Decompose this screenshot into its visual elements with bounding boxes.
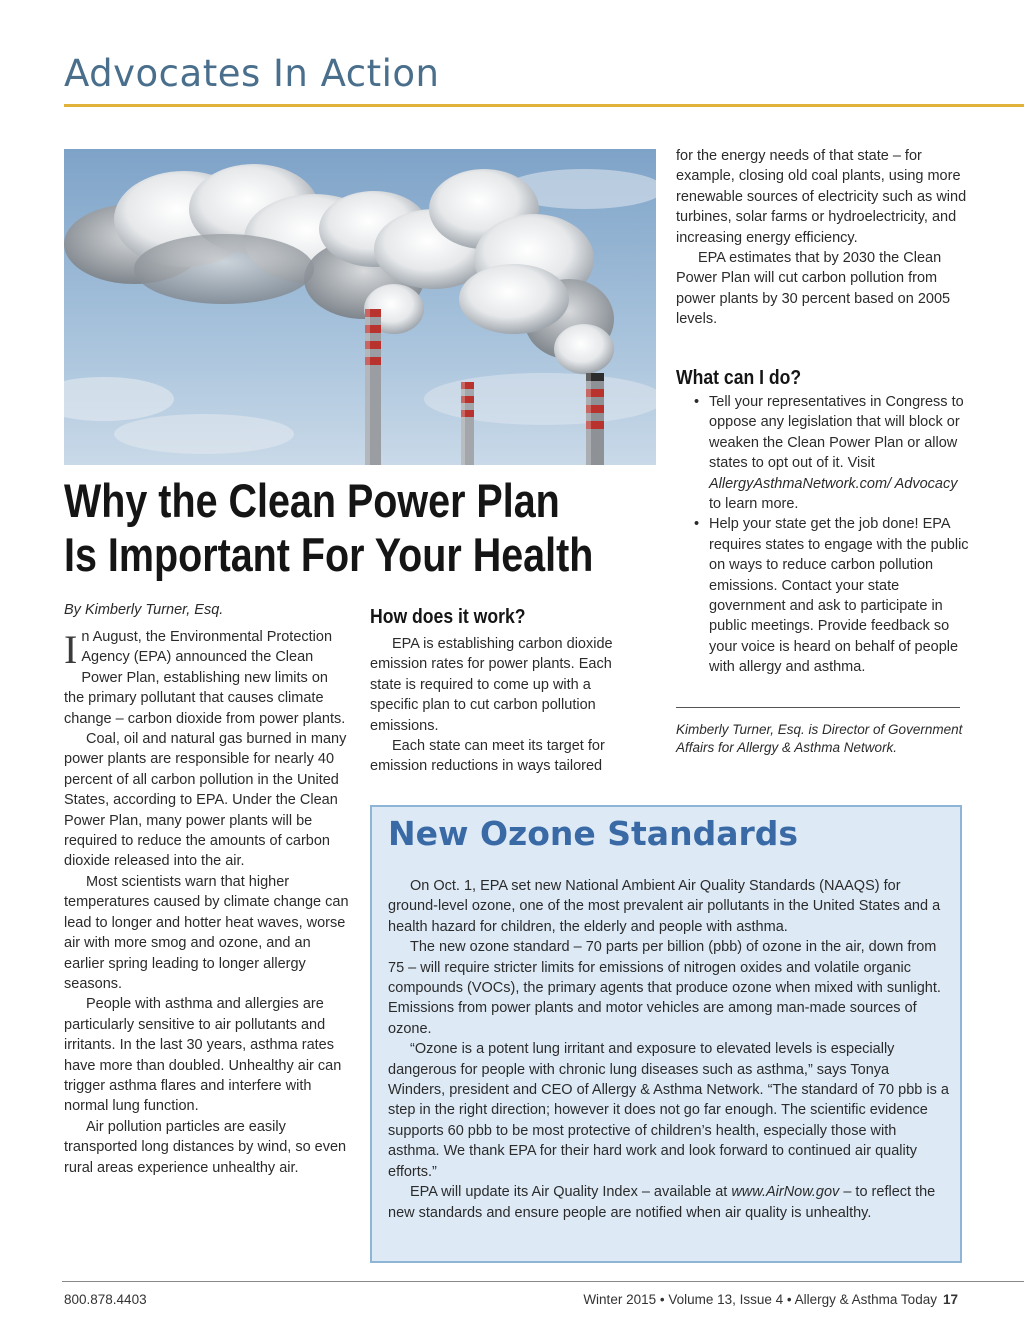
paragraph: EPA will update its Air Quality Index – available at www.AirNow.gov – to reflect the new standards and ensure people are notified when air quality is unhealthy.: [388, 1184, 936, 1221]
drop-cap: I: [64, 627, 78, 672]
bullet-icon: •: [694, 394, 700, 410]
subheading-what-can-i-do: What can I do?: [676, 367, 802, 389]
paragraph: Most scientists warn that higher temperatures caused by climate change can lead to longer and hotter heat waves, worse air with more smog and ozone, and an earlier spring leading to longer allergy seasons.: [64, 873, 349, 992]
paragraph: Air pollution particles are easily transported long distances by wind, so even rural areas experience unhealthy air.: [64, 1118, 347, 1176]
footer-issue-info: Winter 2015 • Volume 13, Issue 4 • Allergy & Asthma Today 17: [583, 1292, 958, 1307]
paragraph: People with asthma and allergies are particularly sensitive to air pollutants and irritants. In the last 30 years, asthma rates have more than doubled. Unhealthy air can trigger asthma flares and interfere with normal lung function.: [64, 996, 342, 1115]
airnow-link[interactable]: www.AirNow.gov: [731, 1184, 840, 1201]
list-item: • Help your state get the job done! EPA requires states to engage with the public on ways to reduce carbon pollution emissions. Contact your state government and ask to participate in public meetings. Provide feedback so your voice is heard on behalf of people with allergy and asthma.: [694, 516, 969, 676]
paragraph: EPA is establishing carbon dioxide emission rates for power plants. Each state is required to come up with a specific plan to cut carbon pollution emissions.: [370, 636, 613, 734]
hero-image: [64, 149, 656, 465]
paragraph: Coal, oil and natural gas burned in many power plants are responsible for nearly 40 percent of all carbon pollution in the United States, according to EPA. Under the Clean Power Plan, many power plants will be required to reduce the amounts of carbon dioxide released into the air.: [64, 731, 347, 870]
footer-phone: 800.878.4403: [64, 1292, 147, 1307]
article-column-3: [676, 146, 968, 330]
headline-line-2: Is Important For Your Health: [64, 528, 594, 581]
paragraph: Each state can meet its target for emission reductions in ways tailored: [370, 738, 605, 775]
smokestack-left: [365, 309, 381, 465]
footer-rule: [62, 1281, 1024, 1282]
author-note: Kimberly Turner, Esq. is Director of Government Affairs for Allergy & Asthma Network.: [676, 722, 963, 755]
sidebar-title: New Ozone Standards: [388, 814, 799, 853]
paragraph: EPA estimates that by 2030 the Clean Power Plan will cut carbon pollution from power plants by 30 percent based on 2005 levels.: [676, 250, 951, 328]
byline: By Kimberly Turner, Esq.: [64, 602, 224, 618]
smokestack-right: [586, 373, 604, 465]
section-title: Advocates In Action: [64, 52, 440, 95]
article-headline: [64, 474, 594, 582]
author-divider: [676, 707, 960, 708]
paragraph: On Oct. 1, EPA set new National Ambient Air Quality Standards (NAAQS) for ground-level ozone, one of the most prevalent air pollutants in the United States and a health hazard for children, the elderly and people with asthma.: [388, 878, 941, 935]
paragraph: “Ozone is a potent lung irritant and exposure to elevated levels is especially dangerous for people with chronic lung diseases such as asthma,” says Tonya Winders, president and CEO of Allergy & Asthma Network. “The standard of 70 pbb is a step in the right direction; however it does not go far enough. The scientific evidence supports 60 pbb to be most protective of children’s health, especially those with asthma. We thank EPA for their hard work and look forward to continued air quality efforts.”: [388, 1041, 949, 1180]
subheading-how-does-it-work: How does it work?: [370, 606, 526, 628]
page-number: 17: [942, 1292, 958, 1307]
headline-line-1: Why the Clean Power Plan: [64, 474, 560, 527]
paragraph: for the energy needs of that state – for example, closing old coal plants, using more renewable sources of electricity such as wind turbines, solar farms or hydroelectricity, and increasing energy efficiency.: [676, 148, 967, 246]
smokestacks-illustration: [64, 149, 656, 465]
article-column-1: [64, 627, 352, 1178]
section-rule: [64, 104, 1024, 107]
smokestack-middle: [461, 382, 474, 465]
paragraph: The new ozone standard – 70 parts per billion (pbb) of ozone in the air, down from 75 – will require stricter limits for emissions of nitrogen oxides and volatile organic compounds (VOCs), the primary agents that produce ozone when mixed with sunlight. Emissions from power plants and motor vehicles are among man-made sources of ozone.: [388, 939, 941, 1037]
action-list: [694, 392, 970, 678]
bullet-icon: •: [694, 516, 700, 533]
paragraph: In August, the Environmental Protection Agency (EPA) announced the Clean Power Plan, establishing new limits on the primary pollutant that causes climate change – carbon dioxide from power plants.: [64, 627, 346, 727]
sidebar-body: [388, 876, 950, 1223]
advocacy-link[interactable]: AllergyAsthmaNetwork.com/ Advocacy: [709, 475, 958, 492]
article-column-2: [370, 634, 638, 777]
list-item: • Tell your representatives in Congress to oppose any legislation that will block or weaken the Clean Power Plan or allow states to opt out of it. Visit AllergyAsthmaNetwork.com/ Advocacy to learn more.: [694, 394, 964, 513]
